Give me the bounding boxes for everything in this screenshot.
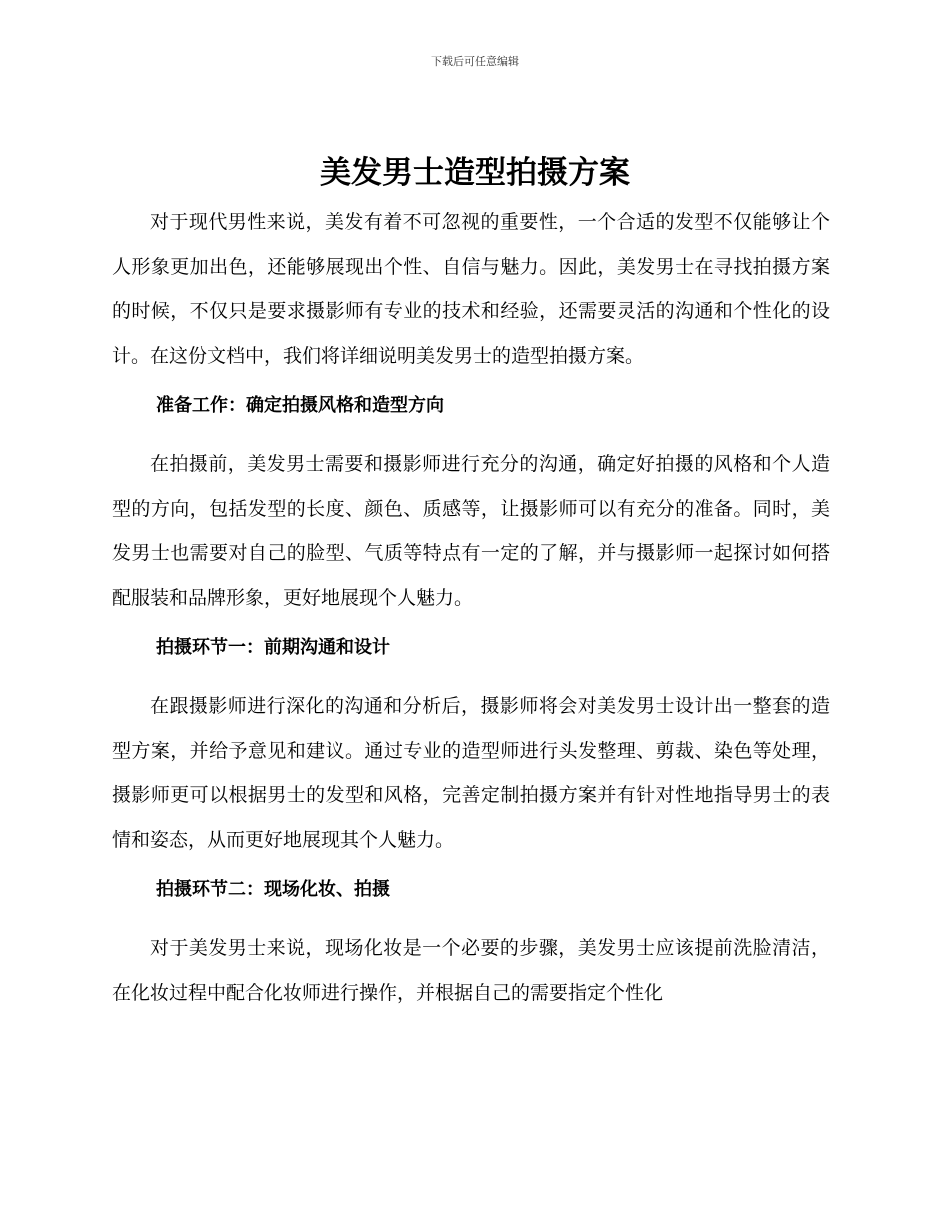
document-title: 美发男士造型拍摄方案 (320, 155, 630, 191)
page-header-note: 下载后可任意编辑 (431, 55, 519, 68)
section-paragraph-stage-one: 在跟摄影师进行深化的沟通和分析后，摄影师将会对美发男士设计出一整套的造型方案，并给予意见和建议。通过专业的造型师进行头发整理、剪裁、染色等处理，摄影师更可以根据男士的发型和风格，完善定制拍摄方案并有针对性地指导男士的表情和姿态，从而更好地展现其个人魅力。 (112, 695, 830, 851)
section-heading-preparation: 准备工作：确定拍摄风格和造型方向 (156, 395, 444, 416)
intro-paragraph: 对于现代男性来说，美发有着不可忽视的重要性，一个合适的发型不仅能够让个人形象更加出色，还能够展现出个性、自信与魅力。因此，美发男士在寻找拍摄方案的时候，不仅只是要求摄影师有专业的技术和经验，还需要灵活的沟通和个性化的设计。在这份文档中，我们将详细说明美发男士的造型拍摄方案。 (112, 211, 830, 367)
section-heading-stage-two: 拍摄环节二：现场化妆、拍摄 (156, 879, 390, 900)
document-body (112, 200, 830, 1015)
section-paragraph-preparation: 在拍摄前，美发男士需要和摄影师进行充分的沟通，确定好拍摄的风格和个人造型的方向，包括发型的长度、颜色、质感等，让摄影师可以有充分的准备。同时，美发男士也需要对自己的脸型、气质等特点有一定的了解，并与摄影师一起探讨如何搭配服装和品牌形象，更好地展现个人魅力。 (112, 453, 830, 609)
section-heading-stage-one: 拍摄环节一：前期沟通和设计 (156, 637, 390, 658)
section-paragraph-stage-two: 对于美发男士来说，现场化妆是一个必要的步骤，美发男士应该提前洗脸清洁，在化妆过程中配合化妆师进行操作，并根据自己的需要指定个性化 (112, 937, 830, 1004)
